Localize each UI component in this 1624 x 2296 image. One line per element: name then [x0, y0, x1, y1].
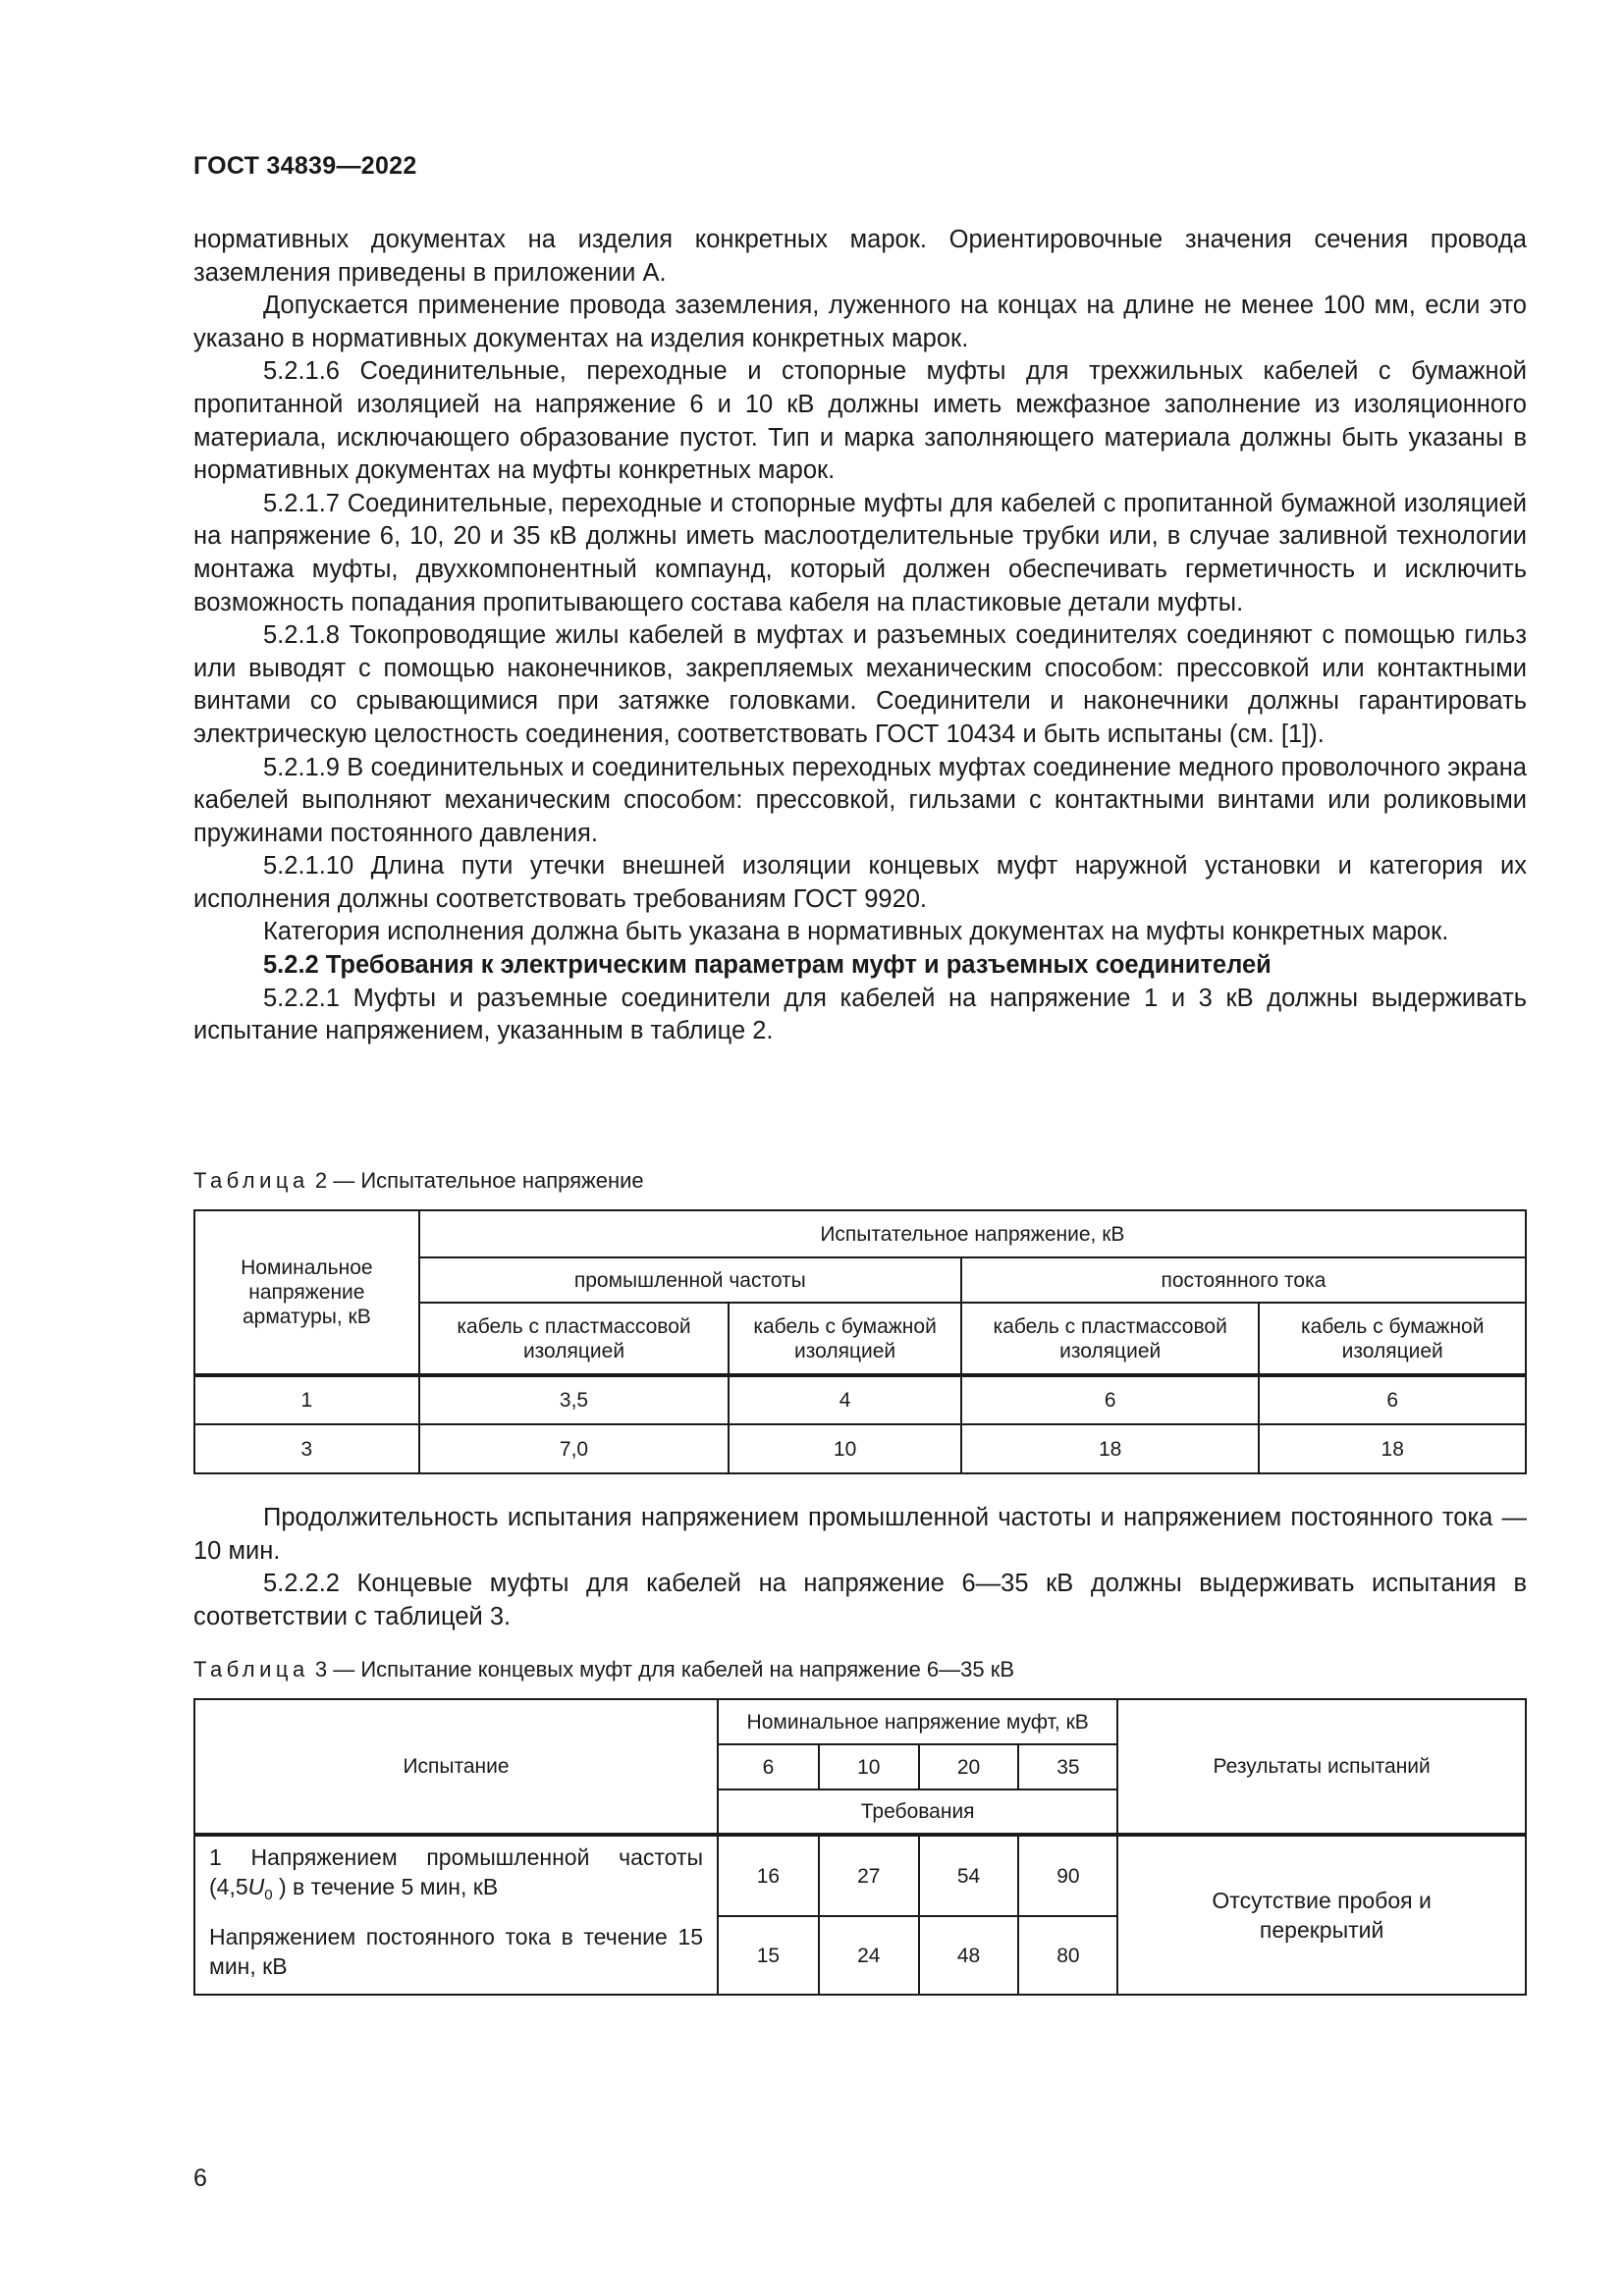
table3-caption [193, 1657, 1014, 1682]
table2-caption [193, 1168, 644, 1194]
table3-cell: 27 [819, 1835, 919, 1916]
table-row [194, 1375, 1526, 1424]
table2-cell: 4 [729, 1375, 961, 1424]
table3-header-voltage: 20 [919, 1744, 1019, 1789]
paragraph: нормативных документах на изделия конкретных марок. Ориентировочные значения сечения провода заземления приведены в приложении А. [193, 226, 1527, 287]
paragraph: 5.2.1.8 Токопроводящие жилы кабелей в муфтах и разъемных соединителях соединяют с помощью гильз или выводят с помощью наконечников, закрепляемых механическим способом: прессовкой или контактными винтами со срывающимися при затяжке головками. Соединители и наконечники должны гарантировать электрическую целостность соединения, соответствовать ГОСТ 10434 и быть испытаны (см. [1]). [193, 621, 1527, 748]
body-text [193, 224, 1527, 1048]
table2-header-test-voltage: Испытательное напряжение, кВ [419, 1210, 1526, 1257]
paragraph: Категория исполнения должна быть указана в нормативных документах на муфты конкретных марок. [263, 918, 1449, 946]
table3-cell: 80 [1018, 1916, 1117, 1995]
paragraph: 5.2.1.7 Соединительные, переходные и стопорные муфты для кабелей с пропитанной бумажной изоляцией на напряжение 6, 10, 20 и 35 кВ должны иметь маслоотделительные трубки или, в случае заливной технологии монтажа муфты, двухкомпонентный компаунд, который должен обеспечивать герметичность и исключить возможность попадания пропитывающего состава кабеля на пластиковые детали муфты. [193, 489, 1527, 616]
table2-cell: 3 [194, 1424, 419, 1473]
table3-cell: 24 [819, 1916, 919, 1995]
table3-test-subscript: 0 [264, 1887, 273, 1903]
paragraph: 5.2.2.2 Концевые муфты для кабелей на напряжение 6—35 кВ должны выдерживать испытания в соответствии с таблицей 3. [193, 1570, 1527, 1630]
table3-header-nominal: Номинальное напряжение муфт, кВ [718, 1699, 1117, 1744]
table2-header-plastic: кабель с пластмассовой изоляцией [419, 1303, 730, 1375]
paragraph: 5.2.2.1 Муфты и разъемные соединители для кабелей на напряжение 1 и 3 кВ должны выдерживать испытание напряжением, указанным в таблице 2. [193, 984, 1527, 1045]
paragraph: Допускается применение провода заземления, луженного на концах на длине не менее 100 мм, если это указано в нормативных документах на изделия конкретных марок. [193, 292, 1527, 352]
table-row [194, 1424, 1526, 1473]
table2-cell: 7,0 [419, 1424, 730, 1473]
table2-header-nominal: Номинальное напряжение арматуры, кВ [194, 1210, 419, 1375]
table3-cell: 48 [919, 1916, 1019, 1995]
table3-test-description [194, 1835, 718, 1916]
table-row [194, 1835, 1526, 1916]
table2 [193, 1209, 1527, 1474]
table2-cell: 1 [194, 1375, 419, 1424]
table2-header-paper: кабель с бумажной изоляцией [729, 1303, 961, 1375]
table3-caption-title: 3 — Испытание концевых муфт для кабелей на напряжение 6—35 кВ [308, 1657, 1015, 1682]
table3-test-text: ) в течение 5 мин, кВ [272, 1874, 499, 1899]
table3-caption-word: Таблица [193, 1657, 309, 1682]
table3-cell: 54 [919, 1835, 1019, 1916]
table2-cell: 3,5 [419, 1375, 730, 1424]
table3-header-requirements: Требования [718, 1789, 1117, 1835]
table3-test-symbol: U [247, 1874, 265, 1899]
table2-cell: 6 [961, 1375, 1260, 1424]
table3-result: Отсутствие пробоя и перекрытий [1117, 1835, 1526, 1995]
section-heading: 5.2.2 Требования к электрическим параметрам муфт и разъемных соединителей [263, 951, 1272, 980]
table3 [193, 1698, 1527, 1996]
table3-header-voltage: 10 [819, 1744, 919, 1789]
table3-test-description: Напряжением постоянного тока в течение 15 мин, кВ [194, 1916, 718, 1995]
table3-test-text: 1 Напряжением промышленной частоты (4,5 [209, 1844, 704, 1899]
paragraph: 5.2.1.10 Длина пути утечки внешней изоляции концевых муфт наружной установки и категория их исполнения должны соответствовать требованиям ГОСТ 9920. [193, 852, 1527, 913]
paragraph: 5.2.1.9 В соединительных и соединительных переходных муфтах соединение медного проволочного экрана кабелей выполняют механическим способом: прессовкой, гильзами с контактными винтами или роликовыми пружинами постоянного давления. [193, 753, 1527, 847]
table3-header-voltage: 35 [1018, 1744, 1117, 1789]
table3-header-voltage: 6 [718, 1744, 819, 1789]
post-table2-text [193, 1502, 1527, 1633]
document-header: ГОСТ 34839—2022 [193, 152, 417, 180]
table2-cell: 10 [729, 1424, 961, 1473]
table2-caption-title: 2 — Испытательное напряжение [308, 1168, 644, 1193]
table2-header-paper: кабель с бумажной изоляцией [1259, 1303, 1526, 1375]
table3-header-test: Испытание [194, 1699, 718, 1835]
table2-cell: 18 [961, 1424, 1260, 1473]
table3-cell: 16 [718, 1835, 819, 1916]
table2-header-industrial: промышленной частоты [419, 1257, 961, 1303]
table2-header-plastic: кабель с пластмассовой изоляцией [961, 1303, 1260, 1375]
page-number: 6 [193, 2164, 207, 2192]
table2-cell: 6 [1259, 1375, 1526, 1424]
table3-cell: 15 [718, 1916, 819, 1995]
table2-caption-word: Таблица [193, 1168, 309, 1193]
table3-cell: 90 [1018, 1835, 1117, 1916]
paragraph: Продолжительность испытания напряжением промышленной частоты и напряжением постоянного тока — 10 мин. [193, 1504, 1527, 1565]
table2-cell: 18 [1259, 1424, 1526, 1473]
table2-header-dc: постоянного тока [961, 1257, 1526, 1303]
paragraph: 5.2.1.6 Соединительные, переходные и стопорные муфты для трехжильных кабелей с бумажной пропитанной изоляцией на напряжение 6 и 10 кВ должны иметь межфазное заполнение из изоляционного материала, исключающего образование пустот. Тип и марка заполняющего материала должны быть указаны в нормативных документах на муфты конкретных марок. [193, 357, 1527, 485]
table3-header-results: Результаты испытаний [1117, 1699, 1526, 1835]
